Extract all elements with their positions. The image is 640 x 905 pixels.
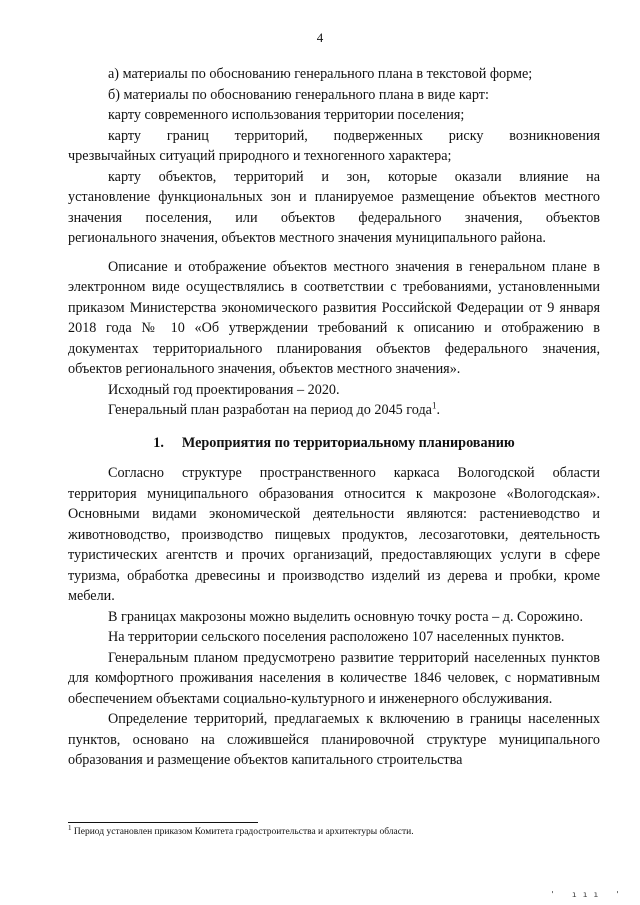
list-item-map-1: карту современного использования территории поселения; xyxy=(108,107,465,123)
paragraph-territories: Определение территорий, предлагаемых к включению в границы населенных пунктов, основано на сложившейся планировочной структуре муниципального образования и размещение объектов капитального строительства xyxy=(68,711,600,768)
footnote-ref: 1 xyxy=(431,400,437,411)
footnote-text: Период установлен приказом Комитета градостроительства и архитектуры области. xyxy=(71,827,414,837)
page-number: 4 xyxy=(316,30,324,45)
list-item-map-3-line-1: карту объектов, территорий и зон, которые оказали влияние на xyxy=(108,168,600,185)
footnote xyxy=(68,823,600,839)
footnote-divider xyxy=(68,822,258,823)
section-number: 1. xyxy=(153,434,164,451)
section-heading xyxy=(68,433,600,454)
paragraph-base-year: Исходный год проектирования – 2020. xyxy=(108,381,340,398)
document-body xyxy=(68,64,600,771)
paragraph-population: Генеральным планом предусмотрено развитие территорий населенных пунктов для комфортного проживания населения в количестве 1846 человек, с нормативным обеспечением объектами социально-культурного и инженерного обслуживания. xyxy=(68,649,600,707)
paragraph-description: Описание и отображение объектов местного значения в генеральном плане в электронном виде осуществлялись в соответствии с требованиями, установленными приказом Министерства экономического развития Российской Федерации от 9 января 2018 года № 10 «Об утверждении требований к описанию и отображению в документах территориального планирования объектов федерального значения, объектов регионального значения, объектов местного значения». xyxy=(68,258,600,377)
footnote-marker: 1 xyxy=(68,823,72,832)
list-item-map-2-line-2: чрезвычайных ситуаций природного и техногенного характера; xyxy=(68,148,452,164)
paragraph-growth-point: В границах макрозоны можно выделить основную точку роста – д. Сорожино. xyxy=(108,608,584,625)
paragraph-macrozone: Согласно структуре пространственного каркаса Вологодской области территория муниципального образования относится к макрозоне «Вологодская». Основными видами экономической деятельности являются: растениеводство и животноводство, производство пищевых продуктов, лесозаготовки, деятельность туристических агентств и прочих организаций, предоставляющих услуги в сфере туризма, обработка древесины и производство изделий из дерева и пробки, кроме мебели. xyxy=(68,465,600,604)
section-title: Мероприятия по территориальному планированию xyxy=(181,434,515,451)
list-item-a: а) материалы по обоснованию генерального плана в текстовой форме; xyxy=(108,66,533,82)
list-item-b: б) материалы по обоснованию генерального плана в виде карт: xyxy=(108,86,489,103)
paragraph-plan-period xyxy=(68,400,600,421)
list-item-map-2-line-1: карту границ территорий, подверженных риску возникновения xyxy=(108,127,600,144)
plan-period-text: Генеральный план разработан на период до 2045 года xyxy=(108,402,432,418)
scan-marks: ' ııı ' xyxy=(550,890,626,899)
list-item-map-3-line-3: значения поселения, или объектов федерального значения, объектов xyxy=(68,209,600,226)
paragraph-settlements: На территории сельского поселения расположено 107 населенных пунктов. xyxy=(108,629,565,645)
plan-period-end: . xyxy=(436,402,441,418)
list-item-map-3-line-2: установление функциональных зон и планируемое размещение объектов местного xyxy=(68,189,600,205)
list-item-map-3-line-4: регионального значения, объектов местного значения муниципального района. xyxy=(68,230,546,246)
